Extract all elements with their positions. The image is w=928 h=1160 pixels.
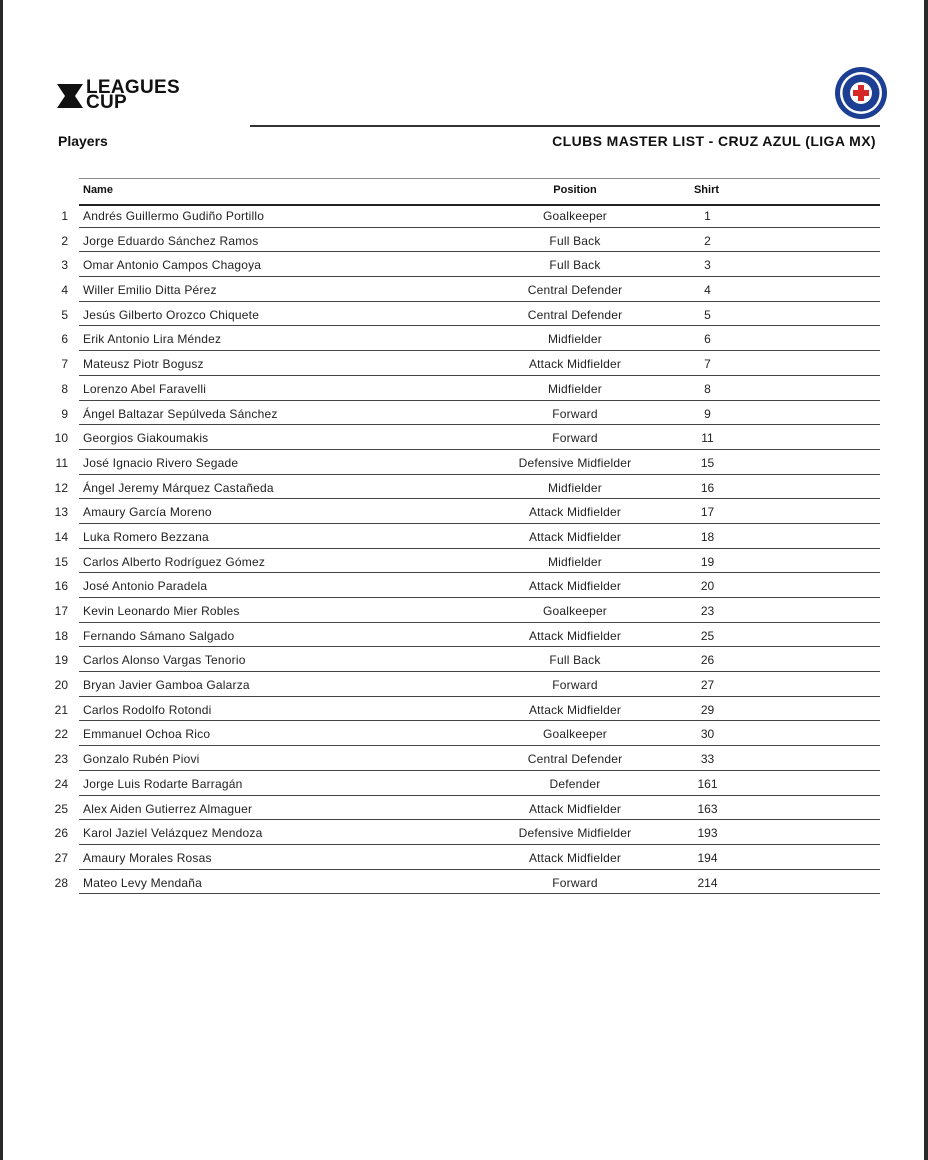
table-row [0,475,928,500]
player-position: Forward [552,678,598,693]
player-position: Attack Midfielder [528,579,622,594]
player-position: Midfielder [547,554,603,569]
player-name: Jorge Eduardo Sánchez Ramos [83,233,259,248]
shirt-number: 23 [700,604,715,618]
shirt-number: 1 [704,209,711,223]
shirt-number: 16 [700,480,715,495]
shirt-number: 9 [704,406,711,421]
row-number: 3 [61,258,68,273]
player-name: Jorge Luis Rodarte Barragán [83,776,243,791]
player-name: Kevin Leonardo Mier Robles [83,604,240,618]
row-number: 2 [61,233,68,248]
logo-wordmark [86,77,180,113]
row-number: 10 [54,431,68,446]
player-position: Defensive Midfielder [518,455,632,470]
shirt-number: 8 [704,381,711,396]
row-number: 24 [54,776,68,791]
player-position: Attack Midfielder [528,850,622,865]
table-row [0,697,928,722]
player-name: Erik Antonio Lira Méndez [83,332,222,347]
shirt-number: 33 [700,752,715,767]
shirt-number: 20 [700,579,715,594]
row-number: 18 [54,628,68,643]
row-number: 11 [55,455,68,470]
shirt-number: 19 [700,554,715,569]
row-number: 23 [54,752,68,767]
leagues-cup-logo [56,77,206,113]
player-name: Andrés Guillermo Gudiño Portillo [83,209,265,223]
row-number: 21 [54,702,68,717]
page-title: CLUBS MASTER LIST - CRUZ AZUL (LIGA MX) [552,133,876,149]
shirt-number: 193 [697,826,718,841]
table-row [0,721,928,746]
player-name: Alex Aiden Gutierrez Almaguer [83,801,253,816]
table-row [0,228,928,253]
shirt-number: 7 [704,357,711,372]
header-rule [250,125,880,127]
row-number: 13 [54,505,68,520]
table-row [0,524,928,549]
cruz-azul-crest-icon [834,66,888,120]
table-row [0,499,928,524]
player-name: José Ignacio Rivero Segade [83,455,239,470]
player-position: Central Defender [527,307,623,322]
table-row [0,376,928,401]
table-row [0,351,928,376]
row-number: 26 [54,826,68,841]
player-name: Carlos Alonso Vargas Tenorio [83,653,246,668]
shirt-number: 18 [700,529,715,544]
player-name: Georgios Giakoumakis [83,431,209,446]
player-name: José Antonio Paradela [83,579,208,594]
row-number: 19 [54,653,68,668]
player-name: Carlos Rodolfo Rotondi [83,702,212,717]
row-number: 1 [61,209,68,223]
row-number: 22 [54,727,68,742]
player-name: Karol Jaziel Velázquez Mendoza [83,826,263,841]
player-name: Luka Romero Bezzana [83,529,209,544]
player-position: Midfielder [547,480,603,495]
player-name: Gonzalo Rubén Piovi [83,752,200,767]
player-name: Mateo Levy Mendaña [83,875,203,890]
column-header-shirt: Shirt [693,184,720,196]
player-position: Attack Midfielder [528,505,622,520]
shirt-number: 214 [697,875,718,890]
shirt-number: 15 [700,455,715,470]
shirt-number: 29 [700,702,715,717]
player-position: Attack Midfielder [528,801,622,816]
logo-line-1: LEAGUES [86,77,180,98]
shirt-number: 11 [701,431,714,446]
table-row [0,302,928,327]
player-position: Attack Midfielder [528,357,622,372]
shirt-number: 30 [700,727,715,742]
table-row [0,549,928,574]
player-name: Amaury García Moreno [83,505,212,520]
row-number: 16 [54,579,68,594]
logo-line-2: CUP [86,92,128,113]
table-row [0,425,928,450]
table-row [0,870,928,895]
player-position: Goalkeeper [542,604,608,618]
player-position: Central Defender [527,283,623,298]
player-position: Attack Midfielder [528,702,622,717]
player-name: Willer Emilio Ditta Pérez [83,283,217,298]
shirt-number: 26 [700,653,715,668]
player-position: Defensive Midfielder [518,826,632,841]
player-position: Midfielder [547,332,603,347]
player-name: Bryan Javier Gamboa Galarza [83,678,250,693]
player-position: Goalkeeper [542,209,608,223]
shirt-number: 27 [700,678,715,693]
player-position: Full Back [549,653,601,668]
player-position: Full Back [549,233,601,248]
player-name: Ángel Baltazar Sepúlveda Sánchez [83,406,278,421]
player-name: Omar Antonio Campos Chagoya [83,258,262,273]
shirt-number: 2 [704,233,711,248]
table-row [0,252,928,277]
player-position: Attack Midfielder [528,628,622,643]
row-number: 4 [61,283,68,298]
row-divider [79,893,880,894]
row-number: 7 [61,357,68,372]
shirt-number: 161 [697,776,718,791]
shirt-number: 194 [697,850,718,865]
row-number: 9 [61,406,68,421]
row-number: 25 [54,801,68,816]
row-number: 6 [61,332,68,347]
table-row [0,771,928,796]
player-name: Lorenzo Abel Faravelli [83,381,207,396]
table-row [0,820,928,845]
shirt-number: 17 [700,505,715,520]
table-row [0,845,928,870]
table-row [0,598,928,623]
shirt-number: 4 [704,283,711,298]
row-number: 8 [61,381,68,396]
table-row [0,746,928,771]
player-name: Carlos Alberto Rodríguez Gómez [83,554,266,569]
player-position: Forward [552,875,598,890]
row-number: 28 [54,875,68,890]
shirt-number: 6 [704,332,711,347]
table-header [79,178,880,206]
player-name: Amaury Morales Rosas [83,850,212,865]
row-number: 27 [54,850,68,865]
table-row [0,573,928,598]
column-header-position: Position [553,184,597,196]
player-position: Defender [549,776,601,791]
players-table-body [0,203,928,894]
player-position: Forward [552,431,598,446]
player-position: Central Defender [527,752,623,767]
shirt-number: 25 [700,628,715,643]
row-number: 17 [54,604,68,618]
section-label: Players [58,133,108,149]
player-position: Attack Midfielder [528,529,622,544]
player-position: Full Back [549,258,601,273]
shirt-number: 5 [704,307,711,322]
player-position: Forward [552,406,598,421]
row-number: 20 [54,678,68,693]
table-row [0,277,928,302]
table-row [0,796,928,821]
player-position: Goalkeeper [542,727,608,742]
player-name: Jesús Gilberto Orozco Chiquete [83,307,260,322]
column-header-name: Name [83,184,113,196]
player-name: Emmanuel Ochoa Rico [83,727,211,742]
player-name: Mateusz Piotr Bogusz [83,357,204,372]
table-row [0,401,928,426]
player-position: Midfielder [547,381,603,396]
shirt-number: 3 [704,258,711,273]
table-row [0,326,928,351]
player-name: Fernando Sámano Salgado [83,628,235,643]
table-row [0,647,928,672]
table-row [0,450,928,475]
row-number: 15 [54,554,68,569]
leagues-cup-trophy-icon [56,82,84,110]
row-number: 5 [61,307,68,322]
player-name: Ángel Jeremy Márquez Castañeda [83,480,274,495]
table-row [0,672,928,697]
row-number: 14 [54,529,68,544]
shirt-number: 163 [697,801,718,816]
table-row [0,203,928,228]
row-number: 12 [54,480,68,495]
table-row [0,623,928,648]
